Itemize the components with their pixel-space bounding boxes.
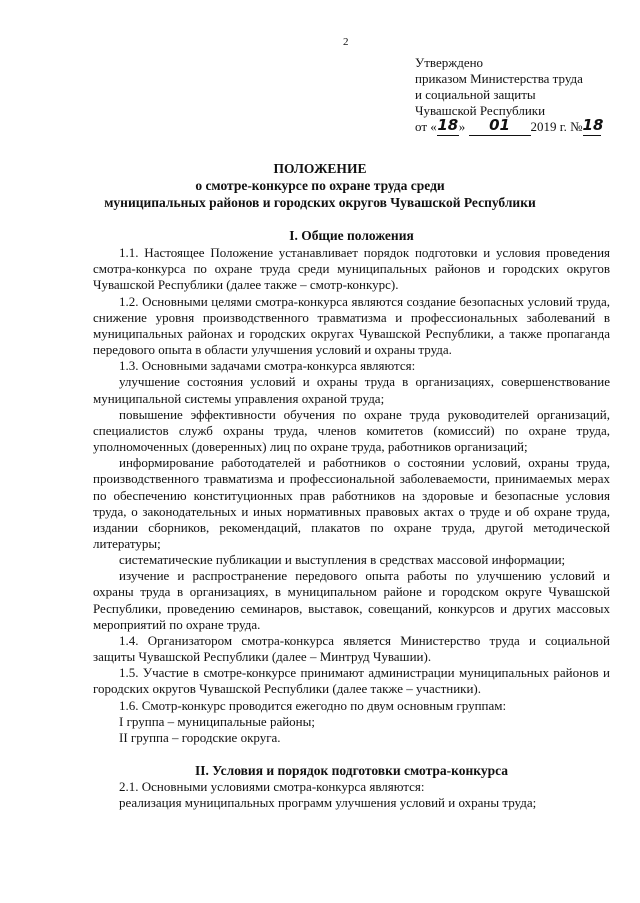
- document-body: [93, 228, 610, 811]
- approval-stamp: [415, 55, 604, 136]
- page-number: 2: [343, 36, 349, 48]
- spacer: [93, 746, 610, 763]
- title-line: ПОЛОЖЕНИЕ: [273, 161, 367, 176]
- paragraph: I группа – муниципальные районы;: [119, 713, 315, 729]
- paragraph: 1.6. Смотр-конкурс проводится ежегодно по двум основным группам:: [119, 697, 507, 713]
- paragraph: повышение эффективности обучения по охране труда руководителей организаций, специалистов служб охраны труда, членов комитетов (комиссий) по охране труда, уполномоченных (доверенных) лиц по охране труда, работников организаций;: [93, 406, 610, 455]
- approval-line: приказом Министерства труда: [415, 71, 583, 86]
- paragraph: 2.1. Основными условиями смотра-конкурса являются:: [119, 779, 425, 795]
- title-line: муниципальных районов и городских округов Чувашской Республики: [104, 195, 536, 210]
- document-title: [0, 160, 640, 211]
- paragraph: реализация муниципальных программ улучшения условий и охраны труда;: [119, 795, 537, 811]
- handwritten-month: 01: [489, 116, 510, 134]
- handwritten-number: 18: [582, 116, 604, 134]
- approval-line: и социальной защиты: [415, 87, 536, 102]
- approval-date-line: [415, 116, 604, 136]
- paragraph: II группа – городские округа.: [119, 729, 281, 745]
- date-mid: »: [458, 119, 466, 134]
- paragraph: улучшение состояния условий и охраны труда в организациях, совершенствование муниципальной системы управления охраной труда;: [93, 374, 610, 406]
- paragraph: 1.1. Настоящее Положение устанавливает порядок подготовки и условия проведения смотра-конкурса по охране труда среди муниципальных районов и городских округов Чувашской Республики (далее также – смотр-конкурс).: [93, 245, 610, 293]
- approval-line: Утверждено: [415, 55, 484, 70]
- paragraph: 1.3. Основными задачами смотра-конкурса являются:: [119, 358, 416, 374]
- paragraph: изучение и распространение передового опыта работы по улучшению условий и охраны труда в организациях, в муниципальном районе и городском округе Чувашской Республики, проведению семинаров, выставок, совещаний, конкурсов и других массовых мероприятий по охране труда.: [93, 568, 610, 632]
- paragraph: систематические публикации и выступления в средствах массовой информации;: [119, 552, 566, 568]
- paragraph: 1.2. Основными целями смотра-конкурса являются создание безопасных условий труда, снижение уровня производственного травматизма и профессиональных заболеваний в муниципальных районах и городских округах Чувашской Республики, а также пропаганда передового опыта в области улучшения условий и охраны труда.: [93, 293, 610, 358]
- date-year: 2019 г. №: [530, 119, 583, 134]
- approval-line: Чувашской Республики: [415, 103, 546, 118]
- section-heading: II. Условия и порядок подготовки смотра-конкурса: [194, 763, 509, 778]
- section-heading: I. Общие положения: [289, 228, 414, 243]
- date-prefix: от «: [415, 119, 437, 134]
- paragraph: 1.5. Участие в смотре-конкурсе принимают администрации муниципальных районов и городских округов Чувашской Республики (далее также – участники).: [93, 665, 610, 697]
- handwritten-day: 18: [437, 116, 459, 134]
- title-line: о смотре-конкурсе по охране труда среди: [195, 178, 445, 193]
- paragraph: информирование работодателей и работников о состоянии условий, охраны труда, производственного травматизма и профессиональной заболеваемости, принимаемых мерах по обеспечению конституционных прав работников на здоровые и безопасные условия труда, о законодательных и иных нормативных правовых актах о труде и об охране труда, издании сборников, рекомендаций, плакатов по охране труда, другой методической литературы;: [93, 455, 610, 551]
- paragraph: 1.4. Организатором смотра-конкурса является Министерство труда и социальной защиты Чувашской Республики (далее – Минтруд Чувашии).: [93, 632, 610, 665]
